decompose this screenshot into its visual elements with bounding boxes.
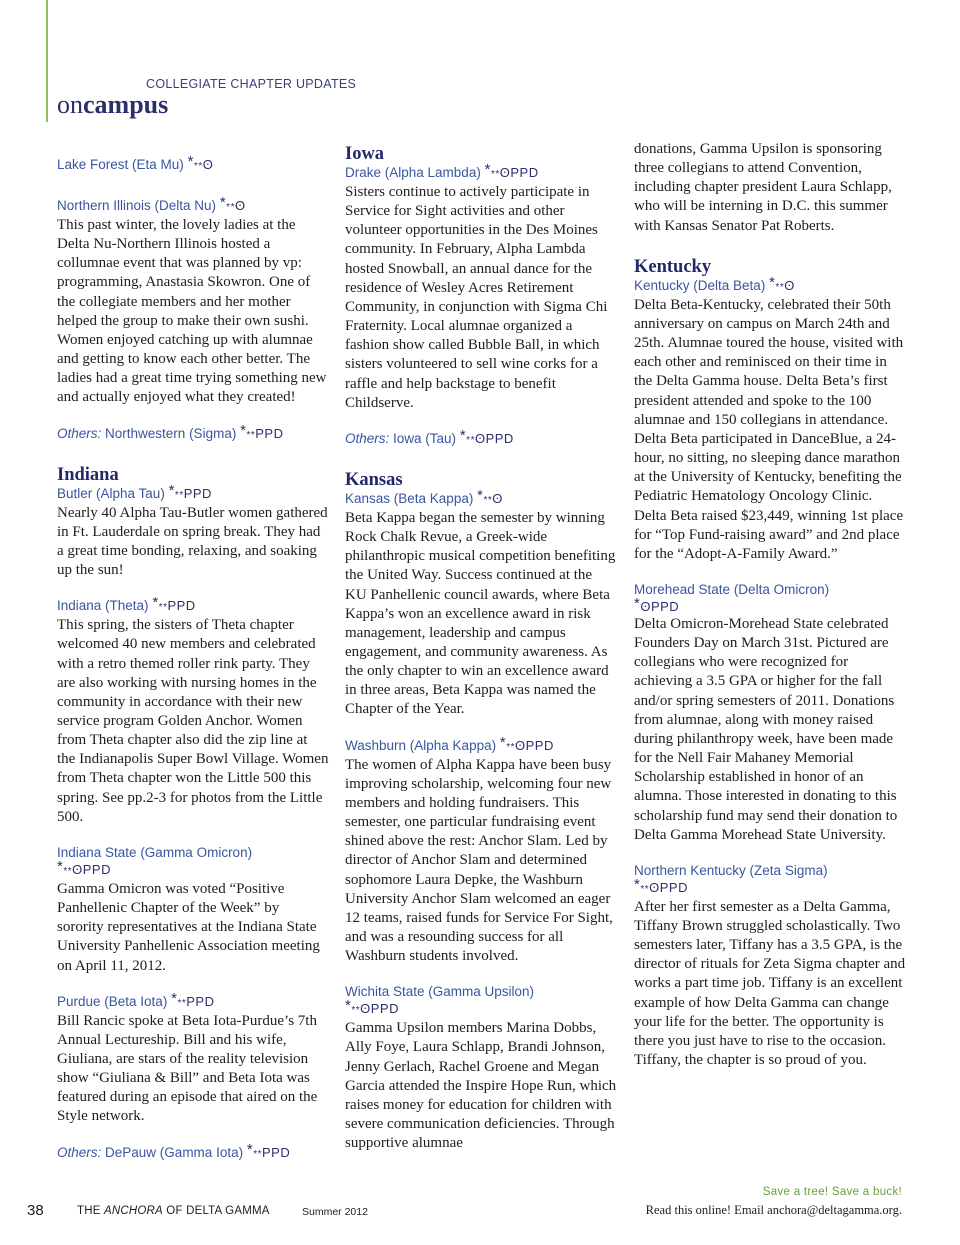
chapter-wichita-state: Wichita State (Gamma Upsilon) bbox=[345, 984, 535, 1000]
section-title bbox=[57, 90, 168, 120]
issue-date: Summer 2012 bbox=[302, 1206, 368, 1218]
chapter-others-northwestern: Others: Northwestern (Sigma) ***PPD bbox=[57, 421, 284, 441]
chapter-drake: Drake (Alpha Lambda) ***ʘPPD bbox=[345, 161, 539, 180]
chapter-body: After her first semester as a Delta Gamma, Tiffany Brown struggled scholastically. Two semesters later, Tiffany has a 3.5 GPA, is the director of rituals for Zeta Sigma chapter and works a part time job. Tiffany is an excellent example of how Delta Gamma can change your life for the better. The opportunity is there you just have to rise to the occasion. Tiffany, the chapter is so proud of you. bbox=[634, 898, 906, 1069]
face-icon: ʘ bbox=[202, 157, 214, 172]
chapter-northern-kentucky: Northern Kentucky (Zeta Sigma) bbox=[634, 862, 828, 878]
face-icon: ʘ bbox=[474, 430, 486, 446]
section-kicker: COLLEGIATE CHAPTER UPDATES bbox=[146, 77, 357, 91]
symbol-icons: ***ʘ bbox=[769, 273, 795, 293]
state-heading-indiana: Indiana bbox=[57, 464, 119, 485]
symbol-icons: ***ʘPPD bbox=[634, 875, 688, 895]
save-tree-slogan: Save a tree! Save a buck! bbox=[762, 1186, 902, 1198]
chapter-purdue: Purdue (Beta Iota) ***PPD bbox=[57, 989, 215, 1009]
symbol-icons: ***PPD bbox=[168, 481, 212, 501]
face-icon: ʘ bbox=[649, 879, 660, 895]
magazine-name: THE ANCHORA OF DELTA GAMMA bbox=[77, 1205, 270, 1217]
title-light: on bbox=[57, 90, 83, 119]
symbol-icons: ***ʘ bbox=[477, 486, 503, 506]
chapter-body: This past winter, the lovely ladies at the Delta Nu-Northern Illinois hosted a collumnae event that was planned by vp: programming, Anastasia Skowron. One of the collegiate members and her mother helped the group to make their own sushi. Women enjoyed catching up with alumnae and getting to know each other better. The ladies had a great time trying something new and actually enjoyed what they created! bbox=[57, 217, 327, 406]
face-icon: ʘ bbox=[784, 277, 795, 293]
chapter-washburn: Washburn (Alpha Kappa) ***ʘPPD bbox=[345, 733, 554, 753]
chapter-indiana-state: Indiana State (Gamma Omicron) bbox=[57, 844, 253, 860]
symbol-icons: ***ʘPPD bbox=[484, 161, 539, 180]
column-3 bbox=[634, 140, 906, 1070]
face-icon: ʘ bbox=[640, 598, 651, 614]
chapter-body: Bill Rancic spoke at Beta Iota-Purdue’s 7th Annual Lectureship. Bill and his wife, Giuliana, are stars of the reality television show “Giuliana & Bill” and Beta Iota was featured during an episode that aired on the Style network. bbox=[57, 1012, 318, 1125]
chapter-body-continued: donations, Gamma Upsilon is sponsoring three collegians to attend Convention, including chapter president Laura Schlapp, who will be interning in D.C. this summer with Kansas Senator Pat Roberts. bbox=[634, 141, 892, 234]
chapter-lake-forest: Lake Forest (Eta Mu) ***ʘ bbox=[57, 153, 214, 172]
symbol-icons: ***PPD bbox=[240, 421, 284, 441]
chapter-body: Gamma Upsilon members Marina Dobbs, Ally Foye, Laura Schlapp, Brandi Johnson, Jenny Gerlach, Rachel Groene and Megan Garcia attended the Inspire Hope Run, which raises money for education for children with severe communication deficiencies. Through supportive alumnae bbox=[345, 1020, 617, 1152]
chapter-body: Delta Omicron-Morehead State celebrated Founders Day on March 31st. Pictured are collegians who were recognized for achieving a 3.5 GPA or higher for the fall and/or spring semesters of 2011. Donations from alumnae, along with money raised during philanthropy week, have been made for the Nell Fair Mahaney Memorial Scholarship established in honor of an alumna. Those interested in donating to this scholarship fund may send their donation to Delta Gamma Morehead State University. bbox=[634, 615, 898, 843]
chapter-others-iowa: Others: Iowa (Tau) ***ʘPPD bbox=[345, 426, 514, 446]
column-1 bbox=[57, 153, 329, 1163]
face-icon: ʘ bbox=[492, 490, 503, 506]
chapter-body: Gamma Omicron was voted “Positive Panhellenic Chapter of the Week” by sorority representatives at the Indiana State University Panhellenic Association meeting on April 11, 2012. bbox=[57, 880, 320, 974]
symbol-icons: ***ʘ bbox=[219, 194, 246, 213]
title-bold: campus bbox=[83, 90, 169, 119]
read-online-note: Read this online! Email anchora@deltagamma.org. bbox=[645, 1203, 902, 1217]
symbol-icons: ***PPD bbox=[152, 594, 196, 614]
chapter-others-depauw: Others: DePauw (Gamma Iota) ***PPD bbox=[57, 1140, 291, 1160]
state-heading-iowa: Iowa bbox=[345, 144, 385, 164]
chapter-kentucky: Kentucky (Delta Beta) ***ʘ bbox=[634, 273, 795, 293]
chapter-morehead-state: Morehead State (Delta Omicron) bbox=[634, 581, 830, 597]
symbol-icons: ***ʘPPD bbox=[459, 426, 514, 446]
symbol-icons: *ʘPPD bbox=[634, 594, 680, 614]
chapter-body: Beta Kappa began the semester by winning Rock Chalk Revue, a Greek-wide philanthropic musical competition benefiting the United Way. Success continued at the KU Panhellenic council awards, where Beta Kappa’s won an excellence award in risk management, leadership and campus engagement, and community awareness. As the only chapter to win an excellence award in three areas, Beta Kappa was named the Chapter of the Year. bbox=[345, 509, 616, 718]
state-heading-kentucky: Kentucky bbox=[634, 256, 712, 277]
chapter-body: This spring, the sisters of Theta chapter welcomed 40 new members and celebrated with a retro themed roller rink party. They are also working with nursing homes in the community in accordance with their new service program Golden Anchor. Women from Theta chapter also did the zip line at the Indianapolis Super Bowl Village. Women from Theta chapter won the Little 500 this spring. See pp.2-3 for photos from the Little 500. bbox=[57, 617, 329, 825]
face-icon: ʘ bbox=[360, 1001, 371, 1017]
header-accent-rule bbox=[46, 0, 48, 122]
chapter-body: The women of Alpha Kappa have been busy improving scholarship, welcoming four new members and holding fundraisers. This semester, one particular fundraising event shined above the rest: Anchor Slam. Led by director of Anchor Slam and determined sophomore Laura Depke, the Washburn University Anchor Slam welcomed an eager 12 teams, raised funds for Service For Sight, and was a resounding success for all Washburn students involved. bbox=[345, 756, 613, 965]
chapter-body: Sisters continue to actively participate in Service for Sight activities and other volunteer opportunities in the Des Moines community. In February, Alpha Lambda hosted Snowball, an annual dance for the residence of Wesley Acres Retirement Community, in conjunction with Sigma Chi Fraternity. Local alumnae organized a fashion show called Bubble Ball, in which sisters volunteered to sell wine corks for a raffle and help backstage to benefit Childserve. bbox=[345, 184, 608, 411]
symbol-icons: ***ʘ bbox=[187, 153, 214, 172]
chapter-body: Delta Beta-Kentucky, celebrated their 50th anniversary on campus on March 24th and 25th. Alumnae toured the house, visited with each other and reminisced on their time in the Delta Gamma house. Delta Beta’s first president attended and spoke to the 100 alumnae and 150 collegians in attendance. Delta Beta participated in DanceBlue, a 24-hour, no sitting, no sleeping dance marathon at the University of Kentucky, benefiting the Pediatric Hematology Oncology Clinic. Delta Beta raised $23,449, winning 1st place for “Top Fund-raising award” and 2nd place for the “Adopt-A-Family Award.” bbox=[634, 296, 904, 562]
symbol-icons: ***PPD bbox=[246, 1140, 291, 1160]
page-number: 38 bbox=[27, 1202, 44, 1219]
chapter-butler: Butler (Alpha Tau) ***PPD bbox=[57, 481, 212, 501]
chapter-indiana-theta: Indiana (Theta) ***PPD bbox=[57, 594, 196, 614]
symbol-icons: ***ʘPPD bbox=[345, 997, 399, 1017]
column-2 bbox=[345, 140, 617, 1153]
face-icon: ʘ bbox=[234, 198, 246, 213]
chapter-northern-illinois: Northern Illinois (Delta Nu) ***ʘ bbox=[57, 194, 246, 213]
chapter-kansas: Kansas (Beta Kappa) ***ʘ bbox=[345, 486, 503, 506]
face-icon: ʘ bbox=[515, 737, 526, 753]
symbol-icons: ***ʘPPD bbox=[499, 733, 554, 753]
face-icon: ʘ bbox=[499, 165, 511, 180]
face-icon: ʘ bbox=[72, 861, 83, 877]
state-heading-kansas: Kansas bbox=[345, 469, 403, 490]
chapter-body: Nearly 40 Alpha Tau-Butler women gathered in Ft. Lauderdale on spring break. They had a great time bonding, relaxing, and soaking up the sun! bbox=[57, 504, 328, 579]
symbol-icons: ***ʘPPD bbox=[57, 857, 111, 877]
symbol-icons: ***PPD bbox=[171, 989, 215, 1009]
